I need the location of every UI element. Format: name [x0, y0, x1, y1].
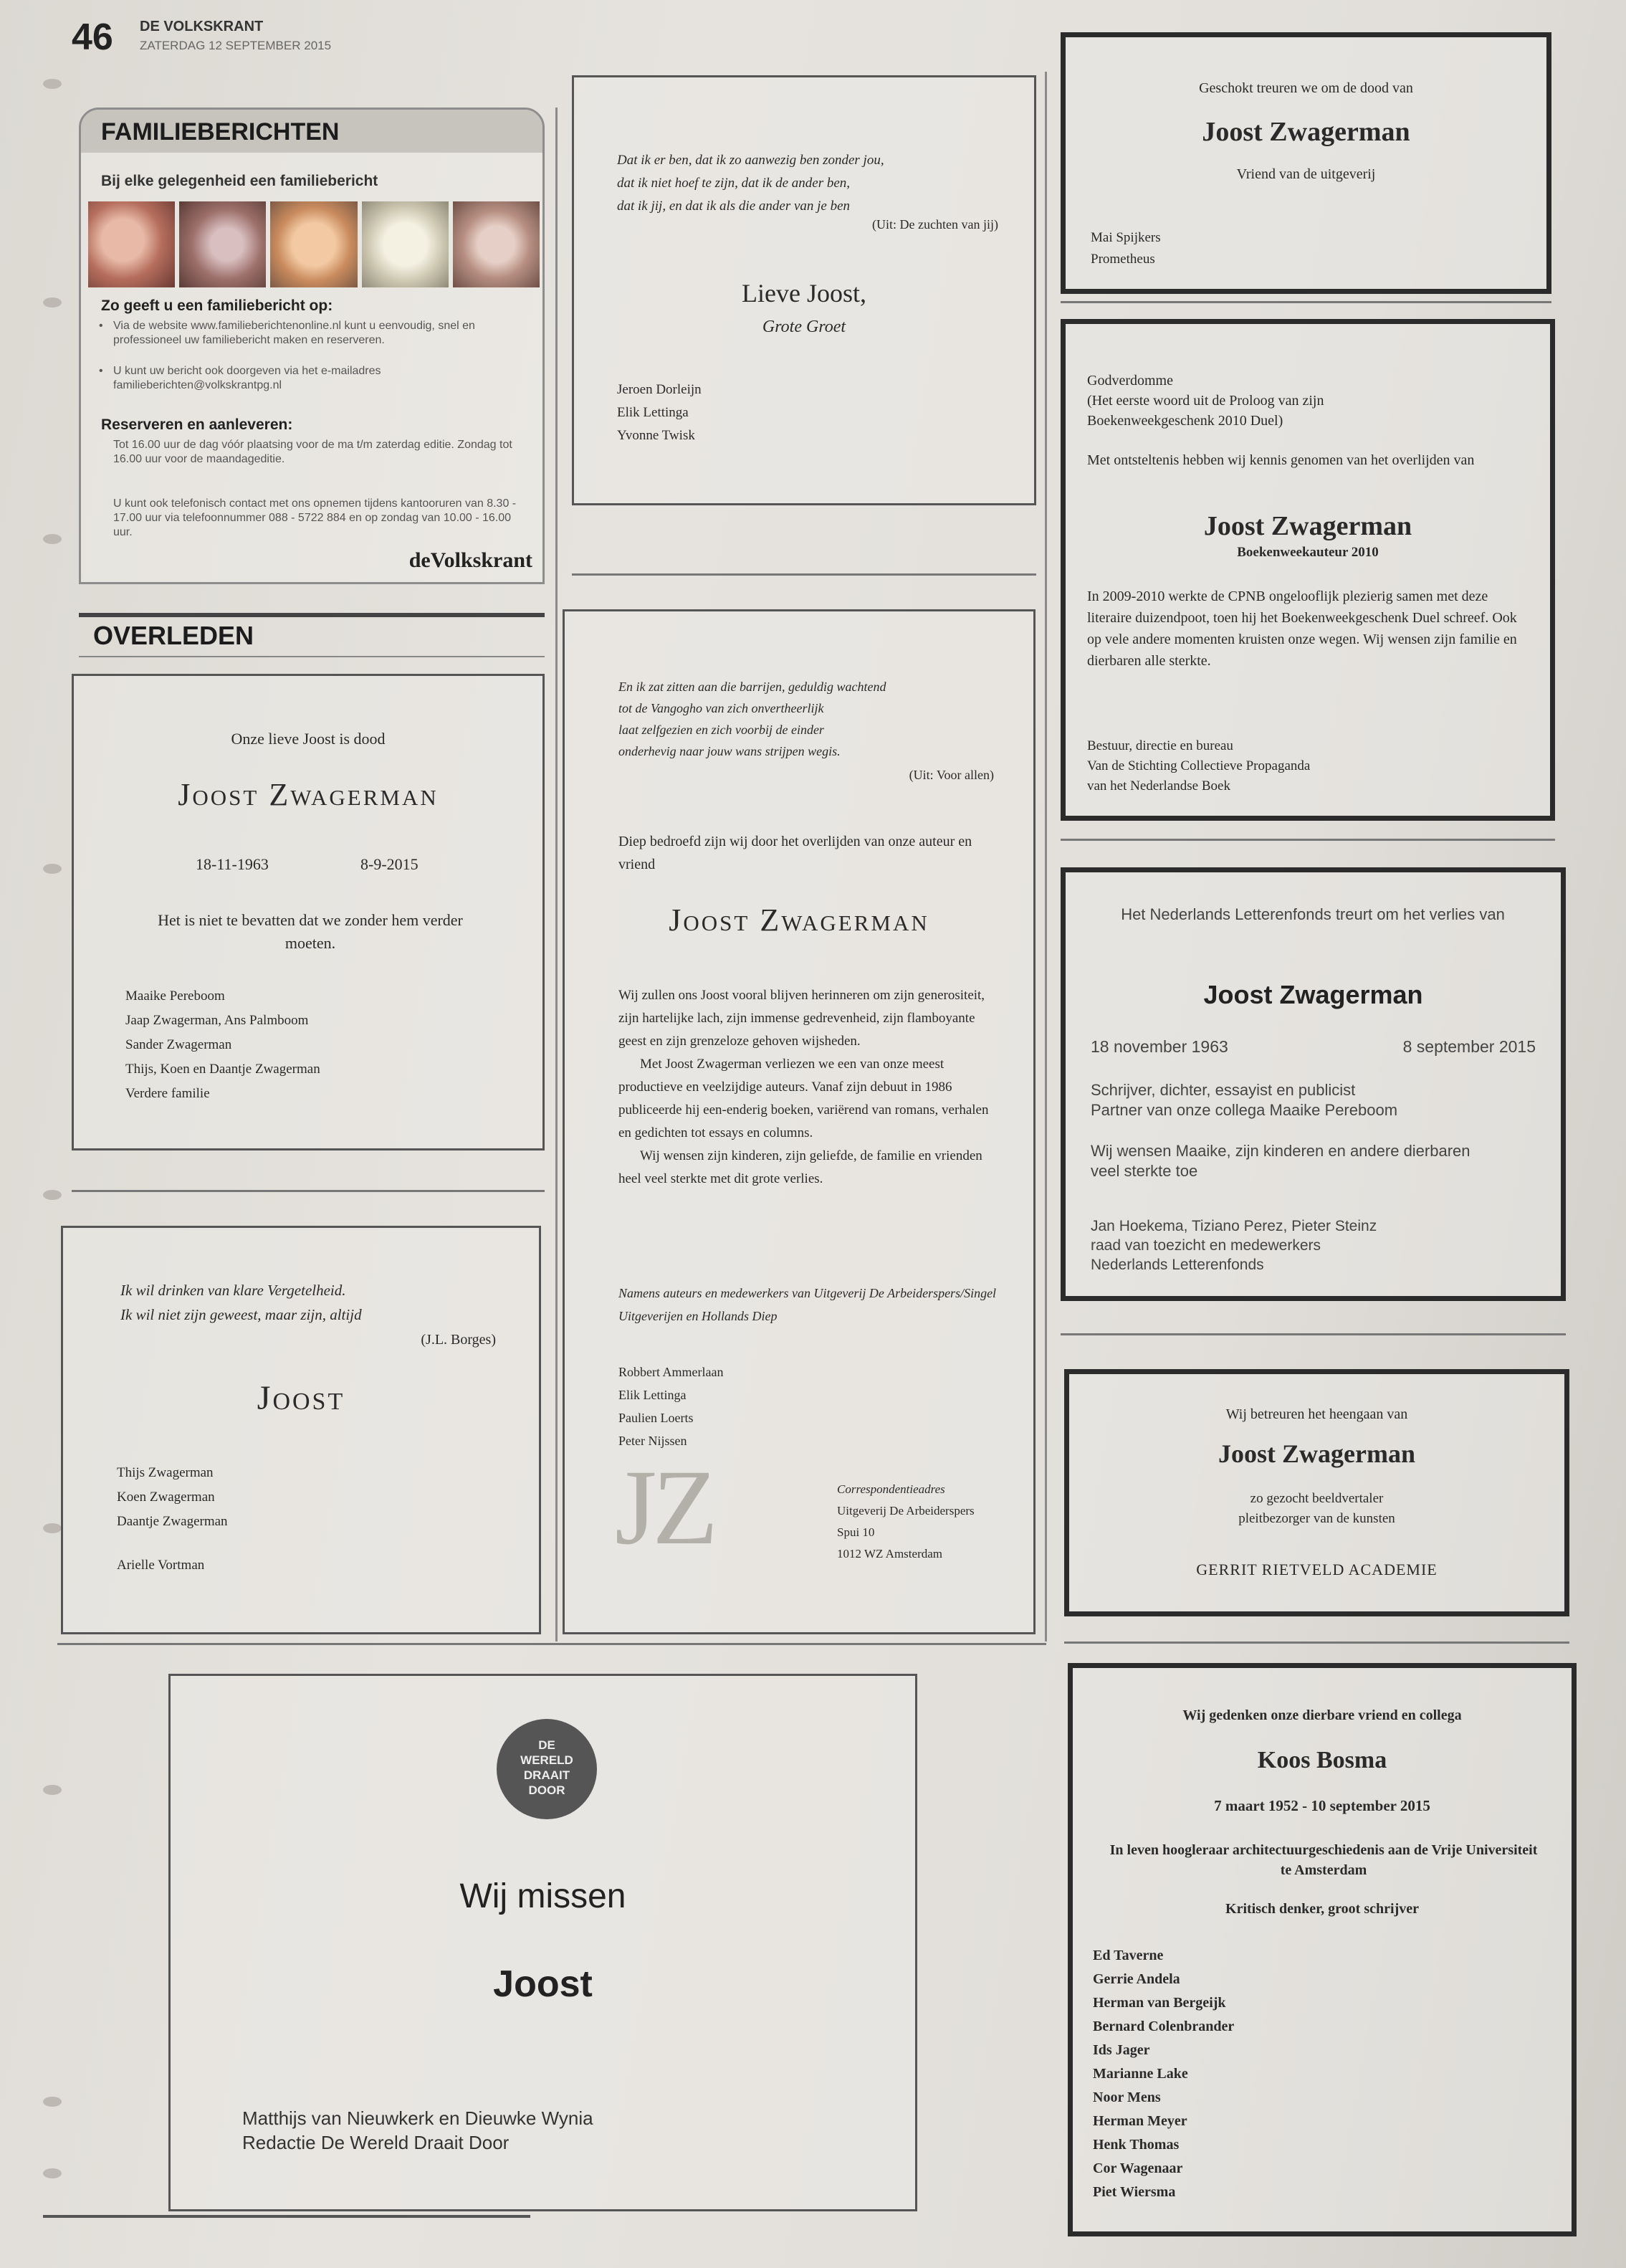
ad5-role: Vriend van de uitgeverij [1236, 166, 1376, 182]
signer: Thijs, Koen en Daantje Zwagerman [125, 1062, 320, 1077]
signer: Cor Wagenaar [1093, 2160, 1183, 2176]
signer: Ed Taverne [1093, 1948, 1164, 1963]
ad7-name: Joost Zwagerman [1203, 980, 1423, 1009]
signer: Thijs Zwagerman [117, 1465, 214, 1480]
signer: Maaike Pereboom [125, 988, 225, 1004]
ad3-source: (Uit: De zuchten van jij) [872, 217, 998, 232]
ad7-roles [1091, 1080, 1397, 1120]
announcement-arbeiderspers [563, 609, 1036, 1634]
announcement-dwdd [168, 1674, 917, 2211]
quote-line: En ik zat zitten aan die barrijen, geduldig wachtend [618, 680, 886, 694]
signer: Verdere familie [125, 1086, 210, 1101]
bullet-2: • U kunt uw bericht ook doorgeven via het e-mailadres familieberichten@volkskrantpg.nl [99, 365, 381, 391]
reserve-text: Tot 16.00 uur de dag vóór plaatsing voor de ma t/m zaterdag editie. Zondag tot 16.00 uur voor de maandageditie. [113, 439, 512, 465]
overleden-underline [79, 656, 545, 657]
signer: Van de Stichting Collectieve Propaganda [1087, 758, 1311, 773]
announcement-cpnb [1061, 319, 1555, 821]
announcement-lieve-joost [572, 75, 1036, 505]
horizontal-rule [57, 1643, 1046, 1645]
ad6-name: Joost Zwagerman [1203, 511, 1412, 541]
ad4-signers [618, 1361, 723, 1452]
section-title: OVERLEDEN [93, 621, 254, 650]
binder-hole [43, 2168, 62, 2178]
ad3-quote [617, 149, 884, 218]
announcement-letterenfonds [1061, 867, 1566, 1301]
signer: Elik Lettinga [618, 1388, 687, 1402]
binder-hole [43, 1523, 62, 1533]
logo-line: WERELD [520, 1753, 573, 1767]
how-heading: Zo geeft u een familiebericht op: [101, 297, 333, 314]
signer: Bestuur, directie en bureau [1087, 738, 1233, 753]
ad9-signers [242, 2106, 593, 2155]
signer: Daantje Zwagerman [117, 1514, 228, 1529]
paper-name: DE VOLKSKRANT [140, 19, 264, 34]
ad8-name: Joost Zwagerman [1218, 1439, 1415, 1468]
page-number: 46 [72, 16, 113, 58]
horizontal-rule [43, 2215, 530, 2218]
body-paragraph: Wij wensen zijn kinderen, zijn geliefde, de familie en vrienden heel veel sterkte met dit grote verlies. [618, 1148, 982, 1186]
ad5-signers [1091, 227, 1161, 270]
ad1-signers [125, 984, 320, 1106]
role-line: Schrijver, dichter, essayist en publicist [1091, 1081, 1356, 1099]
ad7-intro: Het Nederlands Letterenfonds treurt om het verlies van [1121, 905, 1505, 923]
contact-text: U kunt ook telefonisch contact met ons opnemen tijdens kantooruren van 8.30 - 17.00 uur via telefoonnummer 088 - 5722 884 en op zondag van 10.00 - 16.00 uur. [113, 497, 517, 538]
dwdd-logo-text [497, 1738, 597, 1798]
body-paragraph: Met Joost Zwagerman verliezen we een van onze meest productieve en veelzijdige auteurs. Vanaf zijn debuut in 1986 publiceerde hij een-enderig boeken, variërend van romans, verhalen en gedichten tot essays en columns. [618, 1057, 989, 1140]
signer: Matthijs van Nieuwkerk en Dieuwke Wynia [242, 2107, 593, 2129]
ad3-greeting: Lieve Joost, [742, 279, 866, 308]
ad8-intro: Wij betreuren het heengaan van [1225, 1406, 1408, 1422]
signer: Nederlands Letterenfonds [1091, 1257, 1264, 1273]
role-line: Partner van onze collega Maaike Pereboom [1091, 1101, 1398, 1119]
bullet-1-text: Via de website www.familieberichtenonline.nl kunt u eenvoudig, snel en professioneel uw familiebericht maken en reserveren. [113, 320, 475, 346]
address-line: Spui 10 [837, 1525, 875, 1539]
ad6-text: Met ontsteltenis hebben wij kennis genomen van het overlijden van [1087, 452, 1475, 468]
signer: Prometheus [1091, 252, 1155, 267]
logo-line: DOOR [528, 1783, 565, 1797]
address-line: Uitgeverij De Arbeiderspers [837, 1504, 975, 1517]
ad4-on-behalf: Namens auteurs en medewerkers van Uitgeverij De Arbeiderspers/Singel Uitgeverijen en Hollands Diep [618, 1286, 997, 1323]
familieberichten-panel [79, 108, 545, 584]
signer: Elik Lettinga [617, 405, 689, 420]
quote-line: dat ik niet hoef te zijn, dat ik de ander ben, [617, 176, 851, 191]
ad6-intro [1087, 371, 1324, 431]
ad5-intro: Geschokt treuren we om de dood van [1199, 80, 1413, 96]
quote-line: laat zelfgezien en zich voorbij de einder [618, 723, 824, 737]
bullet-1: • Via de website www.familieberichtenonline.nl kunt u eenvoudig, snel en professioneel uw familiebericht maken en reserveren. [99, 320, 475, 346]
announcement-zwagerman-family [72, 674, 545, 1150]
page-date: ZATERDAG 12 SEPTEMBER 2015 [140, 39, 332, 52]
signer: raad van toezicht en medewerkers [1091, 1237, 1321, 1254]
ad4-intro: Diep bedroefd zijn wij door het overlijden van onze auteur en vriend [618, 834, 972, 872]
ad1-died: 8-9-2015 [360, 855, 419, 873]
column-rule [1045, 72, 1047, 1642]
ad7-died: 8 september 2015 [1402, 1037, 1536, 1056]
binder-hole [43, 79, 62, 89]
ad2-source: (J.L. Borges) [421, 1332, 496, 1348]
ad2-name: Joost [257, 1379, 345, 1417]
flower-photo-strip [88, 201, 540, 287]
signer: Jeroen Dorleijn [617, 382, 702, 397]
horizontal-rule [1061, 1333, 1566, 1335]
signer: Ids Jager [1093, 2042, 1150, 2058]
ad2-quote [120, 1278, 362, 1327]
ad4-address [837, 1479, 975, 1565]
ad3-sub: Grote Groet [762, 318, 846, 336]
signer: Robbert Ammerlaan [618, 1365, 724, 1379]
ad1-born: 18-11-1963 [196, 855, 269, 873]
dwdd-logo [497, 1719, 597, 1819]
ad4-name: Joost Zwagerman [669, 902, 929, 938]
ad2-signers [117, 1461, 228, 1534]
ad6-sub: Boekenweekauteur 2010 [1237, 545, 1379, 560]
ad10-dates: 7 maart 1952 - 10 september 2015 [1214, 1797, 1430, 1814]
signer: Noor Mens [1093, 2090, 1161, 2105]
horizontal-rule [72, 1190, 545, 1192]
signer: Henk Thomas [1093, 2137, 1180, 2153]
intro-line: (Het eerste woord uit de Proloog van zijn [1087, 393, 1324, 409]
signer: Herman van Bergeijk [1093, 1995, 1226, 2011]
reserve-heading: Reserveren en aanleveren: [101, 416, 293, 433]
signer: Redactie De Wereld Draait Door [242, 2132, 510, 2153]
column-rule [555, 108, 558, 1642]
signer: Jan Hoekema, Tiziano Perez, Pieter Steinz [1091, 1218, 1377, 1234]
ad4-source: (Uit: Voor allen) [909, 768, 994, 782]
ad1-text: Het is niet te bevatten dat we zonder hem verder moeten. [158, 911, 463, 952]
announcement-koos-bosma [1068, 1663, 1577, 2236]
ad8-signer: GERRIT RIETVELD ACADEMIE [1196, 1561, 1438, 1578]
ad5-name: Joost Zwagerman [1202, 117, 1410, 147]
horizontal-rule [572, 573, 1036, 576]
intro-line: Godverdomme [1087, 373, 1173, 389]
logo-line: DRAAIT [523, 1768, 570, 1782]
signer: Yvonne Twisk [617, 428, 695, 443]
ad10-signers [1093, 1944, 1234, 2204]
signer: Bernard Colenbrander [1093, 2019, 1235, 2034]
signer: Mai Spijkers [1091, 230, 1161, 245]
binder-hole [43, 534, 62, 544]
quote-line: Dat ik er ben, dat ik zo aanwezig ben zonder jou, [617, 153, 884, 168]
quote-line: dat ik jij, en dat ik als die ander van je ben [617, 199, 851, 214]
signer: Peter Nijssen [618, 1434, 687, 1448]
announcement-rietveld [1064, 1369, 1569, 1616]
bullet-2-text: U kunt uw bericht ook doorgeven via het e-mailadres familieberichten@volkskrantpg.nl [113, 365, 381, 391]
ad1-name: Joost Zwagerman [178, 777, 439, 812]
intro-line: Boekenweekgeschenk 2010 Duel) [1087, 413, 1283, 429]
panel-subtitle: Bij elke gelegenheid een familiebericht [101, 173, 378, 189]
quote-line: tot de Vangogho van zich onvertheerlijk [618, 701, 824, 715]
signer: Gerrie Andela [1093, 1971, 1180, 1987]
overleden-bar [79, 613, 545, 617]
panel-title: FAMILIEBERICHTEN [101, 118, 340, 146]
ad9-line1: Wij missen [459, 1877, 626, 1915]
ad6-signers [1087, 736, 1310, 796]
ad8-roles [1069, 1489, 1564, 1529]
ad7-wish: Wij wensen Maaike, zijn kinderen en andere dierbaren veel sterkte toe [1091, 1142, 1470, 1180]
ad7-signers [1091, 1216, 1377, 1274]
quote-line: Ik wil niet zijn geweest, maar zijn, altijd [120, 1306, 362, 1323]
signer: Herman Meyer [1093, 2113, 1187, 2129]
ad3-signers [617, 378, 702, 447]
signer: Marianne Lake [1093, 2066, 1188, 2082]
horizontal-rule [1061, 301, 1551, 303]
body-paragraph: Wij zullen ons Joost vooral blijven herinneren om zijn generositeit, zijn hartelijke lach, zijn immense gedrevenheid, zijn flamboyante geest en zijn grenzeloze gehoven wijsheden. [618, 988, 985, 1049]
ad7-born: 18 november 1963 [1091, 1037, 1228, 1056]
ad4-body [618, 984, 1002, 1191]
quote-line: Ik wil drinken van klare Vergetelheid. [120, 1282, 346, 1299]
binder-hole [43, 864, 62, 874]
ad9-name: Joost [493, 1963, 593, 2005]
announcement-prometheus [1061, 32, 1551, 294]
binder-hole [43, 1785, 62, 1795]
volkskrant-logo: deVolkskrant [408, 548, 532, 572]
ad10-text: In leven hoogleraar architectuurgeschiedenis aan de Vrije Universiteit te Amsterdam [1109, 1842, 1538, 1878]
ad4-quote [618, 676, 886, 762]
ad6-body: In 2009-2010 werkte de CPNB ongelooflijk plezierig samen met deze literaire duizendpoot, toen hij het Boekenweekgeschenk Duel schreef. Ook op vele andere momenten kruisten onze wegen. Wij wensen zijn familie en dierbaren alle sterkte. [1087, 589, 1517, 669]
ad10-intro: Wij gedenken onze dierbare vriend en collega [1182, 1707, 1462, 1723]
ad10-sub: Kritisch denker, groot schrijver [1225, 1901, 1419, 1917]
horizontal-rule [1061, 839, 1555, 841]
signer: Piet Wiersma [1093, 2184, 1176, 2200]
role-line: pleitbezorger van de kunsten [1238, 1511, 1395, 1526]
logo-line: DE [538, 1738, 555, 1752]
signer: Sander Zwagerman [125, 1037, 232, 1052]
announcement-joost-children [61, 1226, 541, 1634]
binder-hole [43, 2097, 62, 2107]
ad10-name: Koos Bosma [1257, 1747, 1387, 1773]
signer: Koen Zwagerman [117, 1490, 215, 1505]
address-line: Correspondentieadres [837, 1482, 945, 1496]
jz-monogram: JZ [615, 1448, 714, 1567]
signer: van het Nederlandse Boek [1087, 778, 1230, 794]
quote-line: onderhevig naar jouw wans strijpen wegis. [618, 744, 841, 758]
signer: Paulien Loerts [618, 1411, 694, 1425]
horizontal-rule [1064, 1642, 1569, 1644]
signer: Jaap Zwagerman, Ans Palmboom [125, 1013, 309, 1028]
address-line: 1012 WZ Amsterdam [837, 1547, 942, 1561]
binder-hole [43, 1190, 62, 1200]
ad1-intro: Onze lieve Joost is dood [231, 730, 386, 748]
role-line: zo gezocht beeldvertaler [1250, 1491, 1384, 1506]
ad2-extra: Arielle Vortman [117, 1558, 205, 1573]
binder-hole [43, 297, 62, 308]
